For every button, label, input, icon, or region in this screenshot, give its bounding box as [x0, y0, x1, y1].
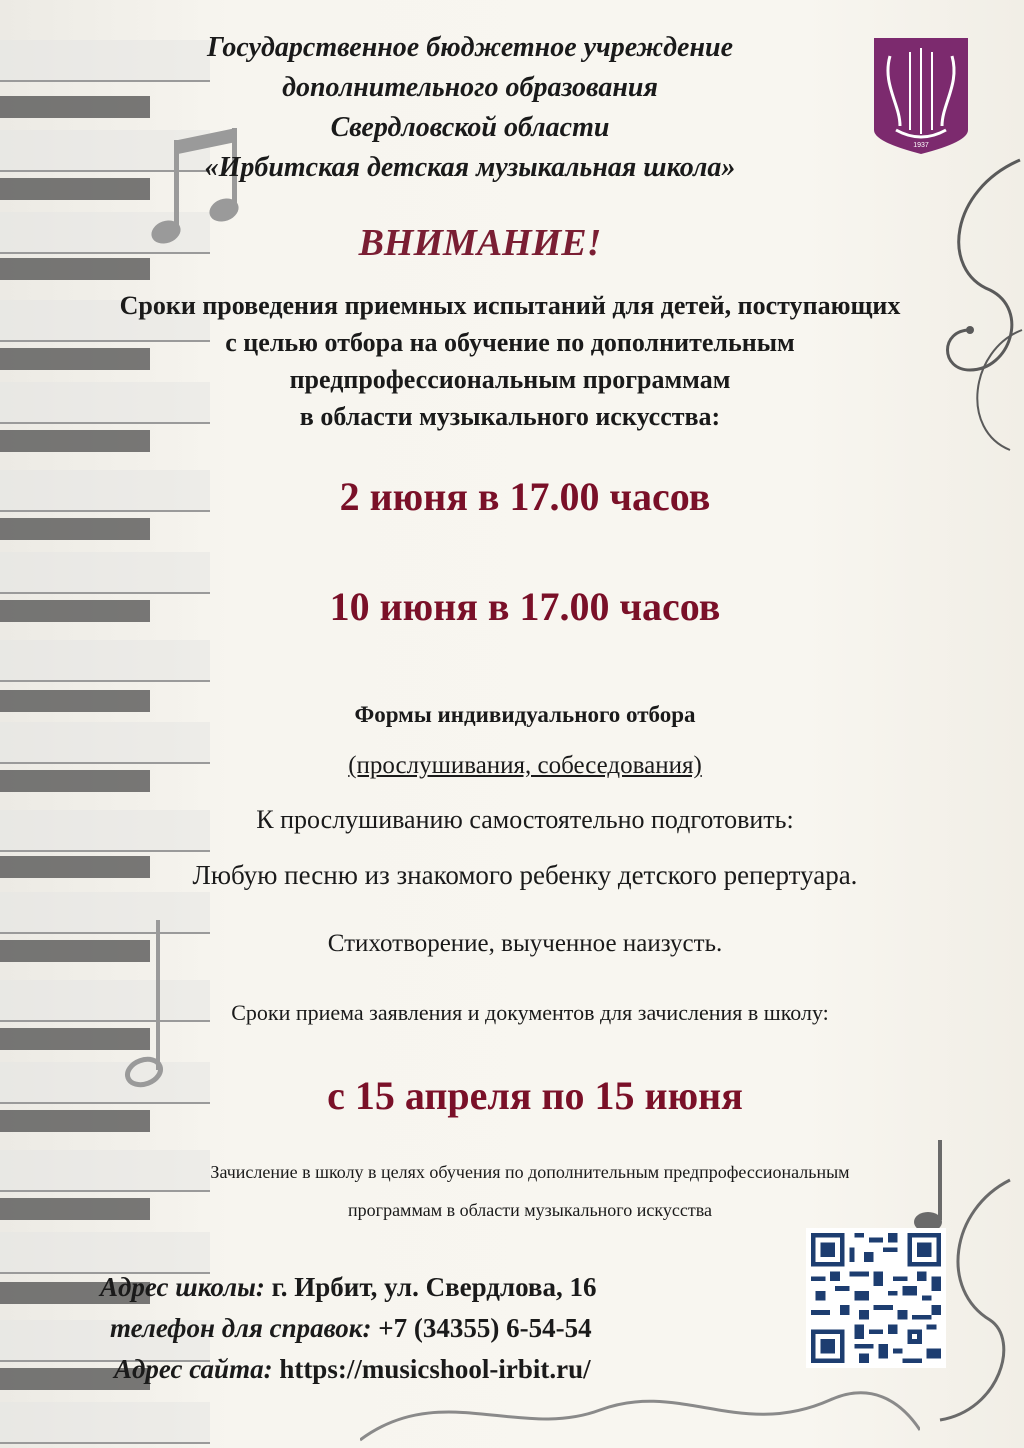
attention-heading: ВНИМАНИЕ! — [358, 222, 602, 264]
address-line — [100, 1272, 800, 1303]
organization-name — [80, 28, 860, 188]
forms-subtitle: (прослушивания, собеседования) — [348, 752, 702, 779]
enrollment-line: Зачисление в школу в целях обучения по дополнительным предпрофессиональным — [210, 1162, 850, 1182]
site-label: Адрес сайта: — [114, 1354, 273, 1384]
address-value: г. Ирбит, ул. Свердлова, 16 — [271, 1272, 597, 1302]
org-line: Свердловской области — [330, 112, 610, 143]
org-line: Государственное бюджетное учреждение — [206, 32, 734, 63]
exam-date-2: 10 июня в 17.00 часов — [329, 584, 721, 629]
application-terms-title: Сроки приема заявления и документов для зачисления в школу: — [231, 1000, 829, 1025]
phone-label: телефон для справок: — [110, 1313, 372, 1343]
org-line: «Ирбитская детская музыкальная школа» — [204, 152, 736, 183]
preparation-title: К прослушиванию самостоятельно подготовить: — [256, 805, 794, 834]
site-link[interactable]: https://musicshool-irbit.ru/ — [279, 1354, 591, 1384]
site-line — [114, 1354, 814, 1385]
exam-date-1: 2 июня в 17.00 часов — [339, 474, 711, 519]
org-line: дополнительного образования — [282, 72, 658, 103]
intro-line: в области музыкального искусства: — [299, 402, 721, 431]
school-logo-icon — [870, 34, 972, 158]
preparation-item: Любую песню из знакомого ребенку детского репертуара. — [192, 860, 858, 890]
phone-line — [110, 1313, 810, 1344]
application-period: с 15 апреля по 15 июня — [327, 1073, 743, 1118]
preparation-item: Стихотворение, выученное наизусть. — [327, 930, 723, 957]
intro-line: предпрофессиональным программам — [289, 365, 731, 394]
enrollment-line: программам в области музыкального искусства — [348, 1200, 712, 1220]
logo-year: 1937 — [913, 142, 929, 149]
intro-line: Сроки проведения приемных испытаний для детей, поступающих — [119, 291, 901, 320]
forms-title: Формы индивидуального отбора — [354, 702, 696, 727]
intro-text — [30, 287, 990, 435]
qr-code-icon[interactable] — [806, 1228, 946, 1368]
enrollment-note — [100, 1153, 960, 1229]
address-label: Адрес школы: — [100, 1272, 265, 1302]
phone-value[interactable]: +7 (34355) 6-54-54 — [378, 1313, 592, 1343]
intro-line: с целью отбора на обучение по дополнительным — [225, 328, 795, 357]
